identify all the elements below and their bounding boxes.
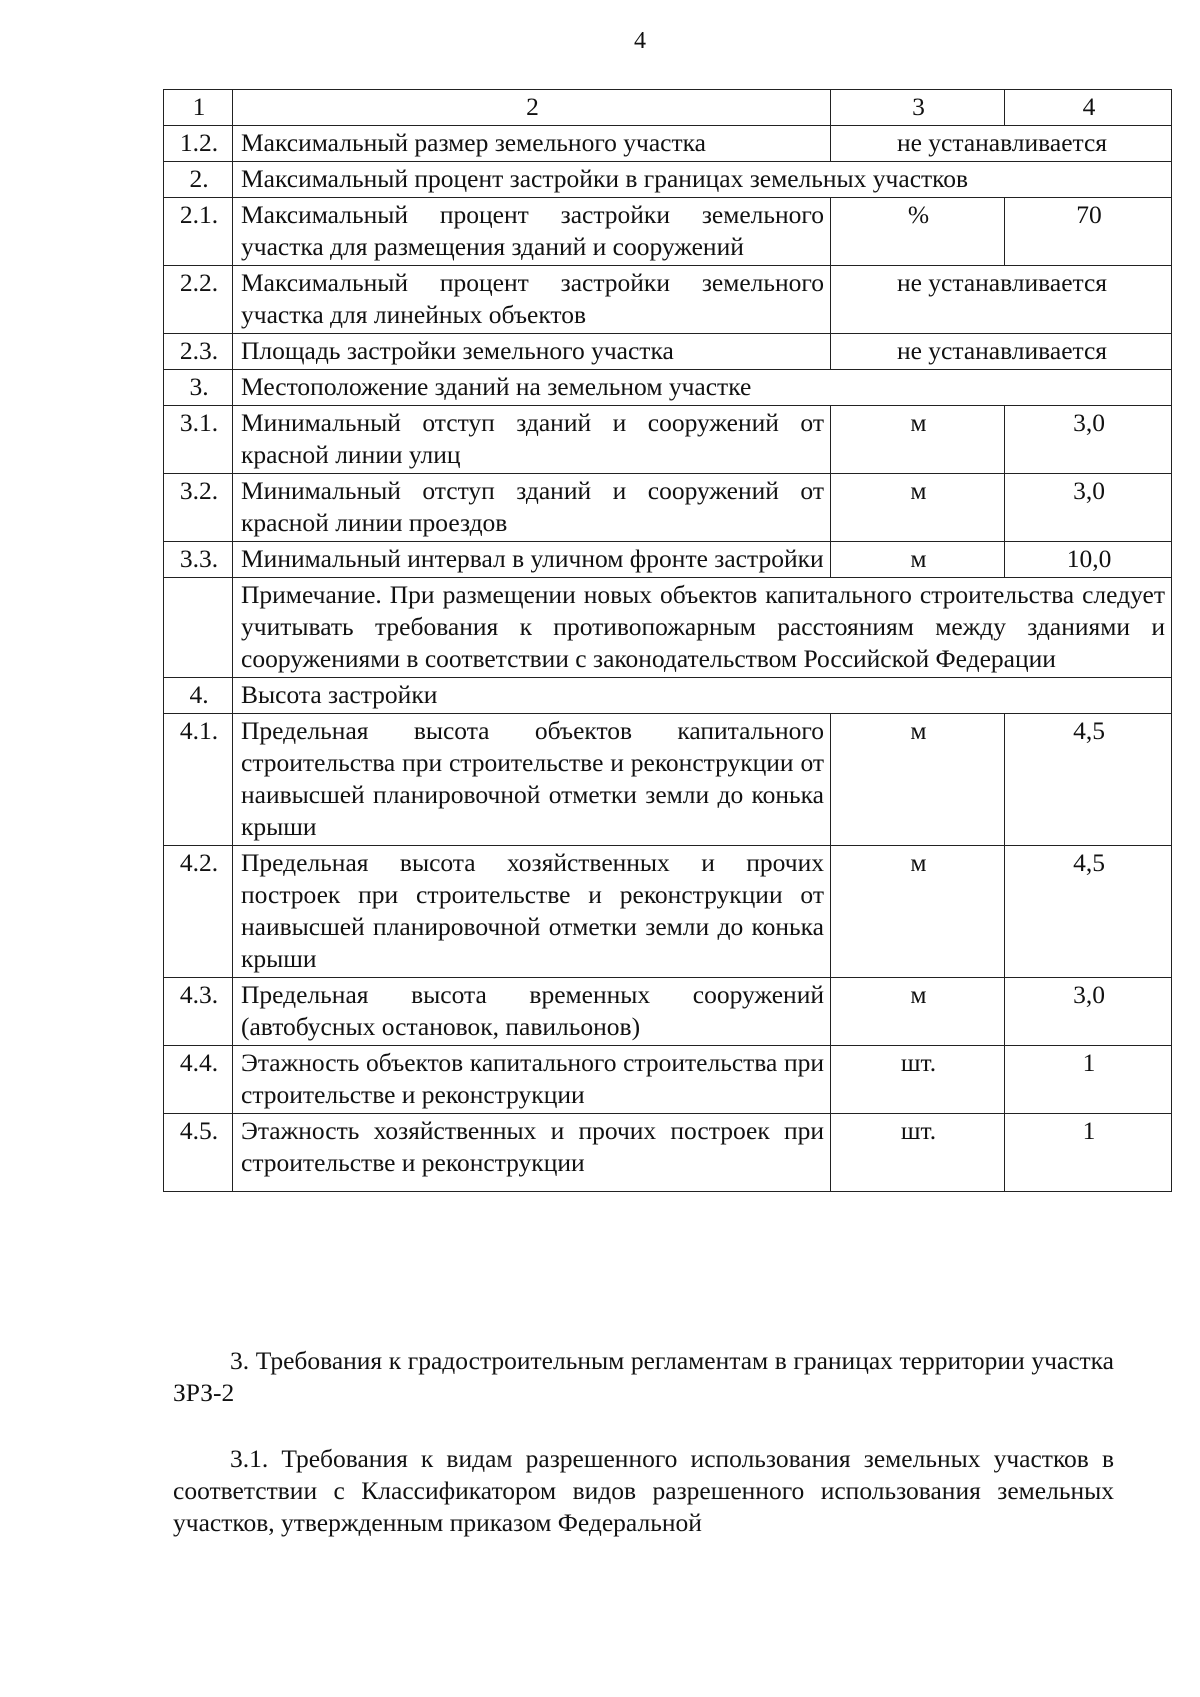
parameter-name-cell: Этажность объектов капитального строительства при строительстве и реконструкции (233, 1046, 831, 1114)
parameter-name-cell: Минимальный отступ зданий и сооружений от красной линии проездов (233, 474, 831, 542)
row-number-cell: 2.1. (164, 198, 233, 266)
unit-cell: м (831, 474, 1005, 542)
value-cell: 70 (1005, 198, 1172, 266)
row-number-cell: 4.2. (164, 846, 233, 978)
row-number-cell: 1.2. (164, 126, 233, 162)
parameter-name-cell: Максимальный размер земельного участка (233, 126, 831, 162)
row-number-cell: 4.4. (164, 1046, 233, 1114)
table-row (164, 978, 1172, 1046)
parameter-name-cell: Предельная высота хозяйственных и прочих построек при строительстве и реконструкции от наивысшей планировочной отметки земли до конька крыши (233, 846, 831, 978)
table-row (164, 542, 1172, 578)
unit-cell: м (831, 846, 1005, 978)
header-cell: 2 (233, 90, 831, 126)
regulations-table (163, 89, 1172, 1192)
section-3-1-paragraph: 3.1. Требования к видам разрешенного использования земельных участков в соответствии с Классификатором видов разрешенного использования земельных участков, утвержденным приказом Федеральной (173, 1444, 1114, 1537)
table-row (164, 678, 1172, 714)
parameter-name-cell: Минимальный отступ зданий и сооружений от красной линии улиц (233, 406, 831, 474)
parameter-name-cell: Этажность хозяйственных и прочих построек при строительстве и реконструкции (233, 1114, 831, 1192)
unit-cell: м (831, 714, 1005, 846)
table-row (164, 334, 1172, 370)
table-row (164, 198, 1172, 266)
note-cell: Примечание. При размещении новых объектов капитального строительства следует учитывать требования к противопожарным расстояниям между зданиями и сооружениями в соответствии с законодательством Российской Федерации (233, 578, 1172, 678)
table-header-row (164, 90, 1172, 126)
row-number-cell: 3.3. (164, 542, 233, 578)
unit-cell: % (831, 198, 1005, 266)
table-row (164, 578, 1172, 678)
header-cell: 3 (831, 90, 1005, 126)
table-row (164, 406, 1172, 474)
section-title-cell: Высота застройки (233, 678, 1172, 714)
value-cell: 4,5 (1005, 846, 1172, 978)
table-row (164, 162, 1172, 198)
row-number-cell: 3.2. (164, 474, 233, 542)
header-cell: 1 (164, 90, 233, 126)
unit-cell: м (831, 978, 1005, 1046)
value-cell: 3,0 (1005, 978, 1172, 1046)
table-row (164, 846, 1172, 978)
row-number-cell: 4.1. (164, 714, 233, 846)
parameter-name-cell: Минимальный интервал в уличном фронте застройки (233, 542, 831, 578)
parameter-name-cell: Предельная высота временных сооружений (автобусных остановок, павильонов) (233, 978, 831, 1046)
unit-cell: шт. (831, 1114, 1005, 1192)
row-number-cell: 4. (164, 678, 233, 714)
row-number-cell: 3. (164, 370, 233, 406)
row-number-cell: 2. (164, 162, 233, 198)
row-number-cell: 4.5. (164, 1114, 233, 1192)
table-row (164, 370, 1172, 406)
parameter-name-cell: Предельная высота объектов капитального строительства при строительстве и реконструкции от наивысшей планировочной отметки земли до конька крыши (233, 714, 831, 846)
row-number-cell: 2.3. (164, 334, 233, 370)
section-title-cell: Максимальный процент застройки в границах земельных участков (233, 162, 1172, 198)
value-cell: 3,0 (1005, 474, 1172, 542)
value-cell: 4,5 (1005, 714, 1172, 846)
value-cell: 3,0 (1005, 406, 1172, 474)
page-number: 4 (634, 28, 646, 54)
section-3-heading: 3. Требования к градостроительным регламентам в границах территории участка ЗРЗ-2 (173, 1346, 1114, 1407)
parameter-name-cell: Максимальный процент застройки земельного участка для размещения зданий и сооружений (233, 198, 831, 266)
unit-cell: шт. (831, 1046, 1005, 1114)
parameter-name-cell: Площадь застройки земельного участка (233, 334, 831, 370)
parameter-value-merged-cell: не устанавливается (831, 266, 1172, 334)
row-number-cell (164, 578, 233, 678)
parameter-value-merged-cell: не устанавливается (831, 334, 1172, 370)
row-number-cell: 3.1. (164, 406, 233, 474)
row-number-cell: 4.3. (164, 978, 233, 1046)
value-cell: 10,0 (1005, 542, 1172, 578)
table-row (164, 1114, 1172, 1192)
table-row (164, 474, 1172, 542)
header-cell: 4 (1005, 90, 1172, 126)
table-row (164, 266, 1172, 334)
table-row (164, 1046, 1172, 1114)
unit-cell: м (831, 542, 1005, 578)
table-row (164, 714, 1172, 846)
value-cell: 1 (1005, 1046, 1172, 1114)
parameter-name-cell: Максимальный процент застройки земельного участка для линейных объектов (233, 266, 831, 334)
parameter-value-merged-cell: не устанавливается (831, 126, 1172, 162)
section-title-cell: Местоположение зданий на земельном участке (233, 370, 1172, 406)
unit-cell: м (831, 406, 1005, 474)
table-row (164, 126, 1172, 162)
row-number-cell: 2.2. (164, 266, 233, 334)
value-cell: 1 (1005, 1114, 1172, 1192)
